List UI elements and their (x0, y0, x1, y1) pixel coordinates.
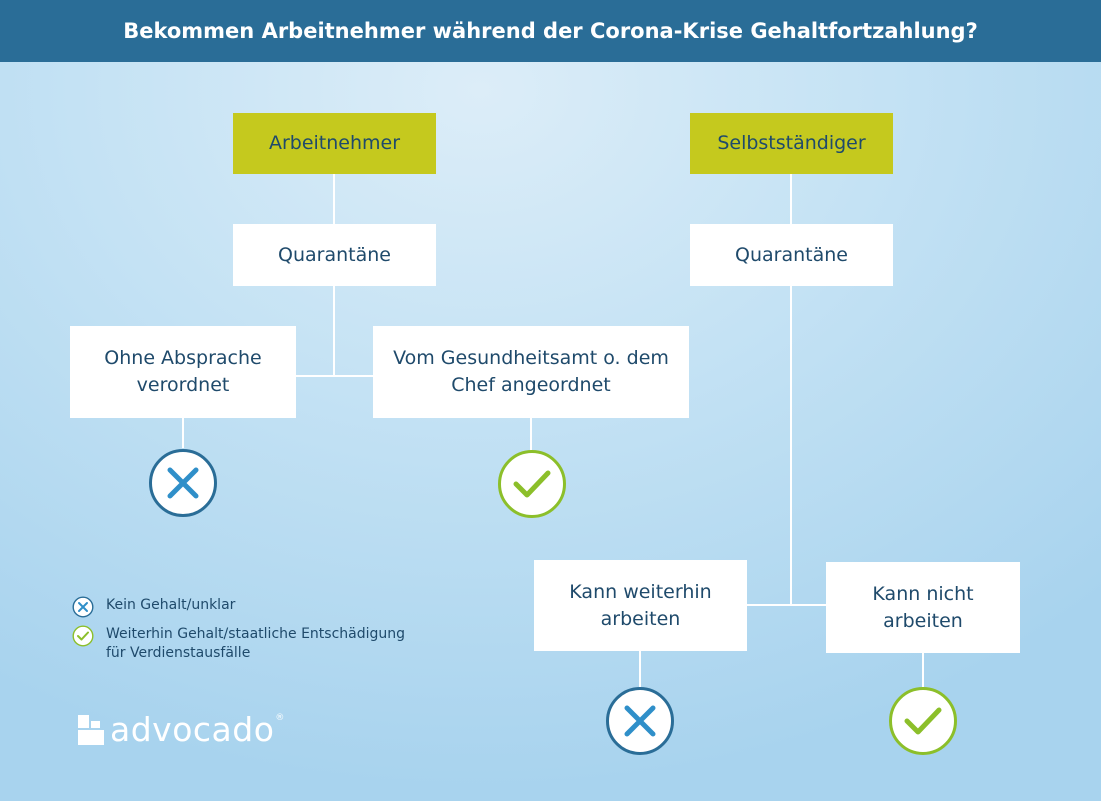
connector-line (530, 418, 532, 450)
check-circle-icon (888, 686, 958, 756)
gesundheitsamt-box: Vom Gesundheitsamt o. dem Chef angeordnet (373, 326, 689, 418)
cross-circle-icon (605, 686, 675, 756)
connector-line (333, 286, 335, 376)
ohne-absprache-box: Ohne Absprache verordnet (70, 326, 296, 418)
advocado-logo (78, 710, 284, 749)
logo-wordmark: advocado (110, 710, 275, 749)
arbeitnehmer-box: Arbeitnehmer (233, 113, 436, 174)
check-circle-icon (497, 449, 567, 519)
page-title: Bekommen Arbeitnehmer während der Corona-Krise Gehaltfortzahlung? (0, 0, 1101, 62)
legend-item-pay (72, 625, 406, 663)
selbststaendiger-box: Selbstständiger (690, 113, 893, 174)
check-circle-icon (72, 625, 94, 647)
connector-line (296, 375, 373, 377)
legend-item-no-pay (72, 596, 406, 618)
legend-label: Weiterhin Gehalt/staatliche Entschädigung für Verdienstausfälle (106, 626, 406, 661)
logo-mark-icon (78, 715, 104, 745)
connector-line (790, 286, 792, 605)
legend-label: Kein Gehalt/unklar (106, 597, 236, 613)
connector-line (747, 604, 826, 606)
quarantaene-box-left: Quarantäne (233, 224, 436, 286)
connector-line (639, 651, 641, 687)
logo-registered-mark: ® (275, 712, 285, 723)
connector-line (182, 418, 184, 448)
connector-line (790, 174, 792, 224)
quarantaene-box-right: Quarantäne (690, 224, 893, 286)
kann-nicht-arbeiten-box: Kann nicht arbeiten (826, 562, 1020, 653)
connector-line (922, 653, 924, 687)
cross-circle-icon (72, 596, 94, 618)
kann-weiterhin-arbeiten-box: Kann weiterhin arbeiten (534, 560, 747, 651)
connector-line (333, 174, 335, 224)
cross-circle-icon (148, 448, 218, 518)
